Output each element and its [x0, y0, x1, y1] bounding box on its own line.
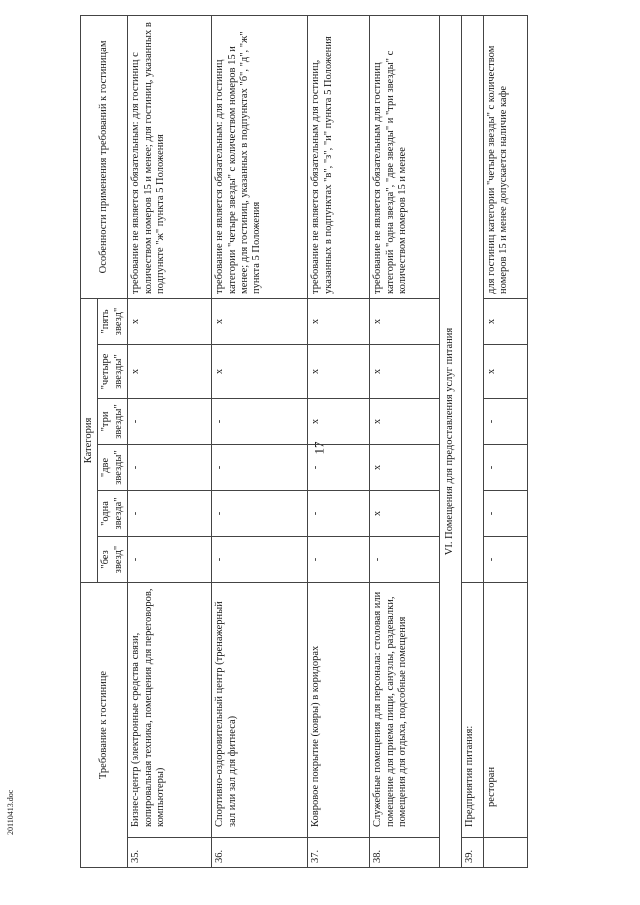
- section-row: [440, 15, 461, 867]
- row-cell: -: [128, 444, 212, 490]
- header-cat-2: "две звезды": [98, 444, 128, 490]
- row-number: 37.: [308, 838, 370, 868]
- row-cell: x: [483, 298, 527, 344]
- header-cat-4: "четыре звезды": [98, 344, 128, 398]
- row-cell: -: [128, 490, 212, 536]
- row-number: 35.: [128, 838, 212, 868]
- table-row: [461, 15, 483, 867]
- row-cell: -: [483, 398, 527, 444]
- row-cell: x: [370, 444, 440, 490]
- header-cat-5: "пять звезд": [98, 298, 128, 344]
- row-cell: -: [483, 444, 527, 490]
- row-cell: -: [212, 444, 308, 490]
- row-cell: -: [483, 536, 527, 582]
- row-requirement: Спортивно-оздоровительный центр (тренажерный зал или зал для фитнеса): [212, 582, 308, 837]
- row-cell: -: [212, 536, 308, 582]
- table-row: [212, 15, 308, 867]
- row-empty: [461, 15, 483, 582]
- row-requirement: Ковровое покрытие (ковры) в коридорах: [308, 582, 370, 837]
- row-features: требование не является обязательным для гостиниц, указанных в подпунктах "в", "з", "и" пункта 5 Положения: [308, 15, 370, 298]
- row-cell: -: [483, 490, 527, 536]
- row-number: 36.: [212, 838, 308, 868]
- section-title: VI. Помещения для предоставления услуг питания: [440, 15, 461, 867]
- table-row: [128, 15, 212, 867]
- file-label: 20110413.doc: [6, 789, 15, 835]
- header-cat-1: "одна звезда": [98, 490, 128, 536]
- row-cell: -: [370, 536, 440, 582]
- row-cell: -: [128, 398, 212, 444]
- row-cell: x: [212, 298, 308, 344]
- row-features: требование не является обязательным: для гостиниц с количеством номеров 15 и менее; для гостиниц, указанных в подпункте "ж" пункта 5 Положения: [128, 15, 212, 298]
- requirements-table: [80, 15, 528, 868]
- rotated-table-frame: [80, 16, 548, 868]
- row-cell: x: [370, 344, 440, 398]
- row-cell: x: [128, 298, 212, 344]
- header-category: Категория: [81, 298, 98, 582]
- row-cell: -: [212, 398, 308, 444]
- row-cell: x: [308, 298, 370, 344]
- row-requirement: Бизнес-центр (электронные средства связи, копировальная техника, помещения для переговоров, компьютеры): [128, 582, 212, 837]
- row-number: 38.: [370, 838, 440, 868]
- row-cell: x: [370, 490, 440, 536]
- row-cell: -: [308, 536, 370, 582]
- header-cat-3: "три звезды": [98, 398, 128, 444]
- row-cell: x: [483, 344, 527, 398]
- row-features: для гостиниц категории "четыре звезды" с количеством номеров 15 и менее допускается наличие кафе: [483, 15, 527, 298]
- row-cell: x: [128, 344, 212, 398]
- header-cat-0: "без звезд": [98, 536, 128, 582]
- header-features: Особенности применения требований к гостиницам: [81, 15, 128, 298]
- page-number: 17: [311, 441, 327, 455]
- row-cell: -: [128, 536, 212, 582]
- row-cell: x: [370, 398, 440, 444]
- row-features: требование не является обязательным для гостиниц категорий "одна звезда", "две звезды" и "три звезды" с количеством номеров 15 и менее: [370, 15, 440, 298]
- table-row: [370, 15, 440, 867]
- row-cell: x: [308, 344, 370, 398]
- row-requirement: Предприятия питания:: [461, 582, 483, 837]
- row-number: 39.: [461, 838, 483, 868]
- table-row: [483, 15, 527, 867]
- row-cell: x: [308, 398, 370, 444]
- row-cell: x: [212, 344, 308, 398]
- header-requirement: Требование к гостинице: [81, 582, 128, 867]
- row-cell: -: [308, 490, 370, 536]
- table-row: [308, 15, 370, 867]
- row-cell: x: [370, 298, 440, 344]
- row-cell: -: [212, 490, 308, 536]
- row-features: требование не является обязательным: для гостиниц категории "четыре звезды" с количеством номеров 15 и менее; для гостиниц, указанных в подпунктах "б", "д", "ж" пункта 5 Положения: [212, 15, 308, 298]
- row-requirement: Служебные помещения для персонала: столовая или помещение для приема пищи, санузлы, раздевалки, помещения для отдыха, подсобные помещения: [370, 582, 440, 837]
- row-cell: -: [308, 444, 370, 490]
- row-sublabel: ресторан: [483, 582, 527, 837]
- row-number-empty: [483, 838, 527, 868]
